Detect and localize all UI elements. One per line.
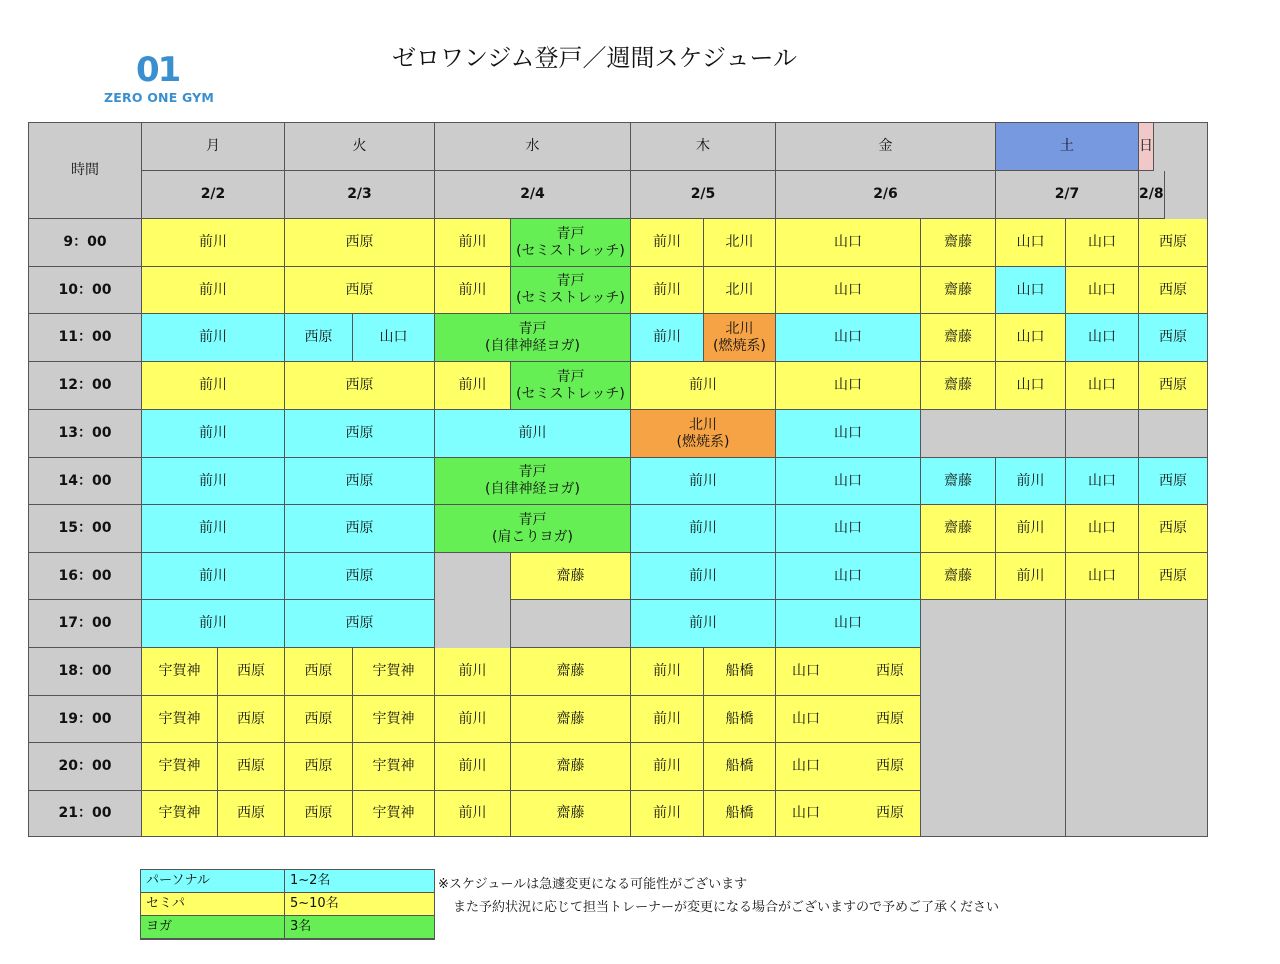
- session-cell: 西原: [285, 267, 435, 314]
- day-header: 月: [142, 123, 285, 171]
- session-cell: 前川: [631, 362, 776, 410]
- session-cell: 青戸 (セミストレッチ): [511, 362, 631, 410]
- session-cell: 山口: [996, 314, 1066, 362]
- session-cell: 西原: [285, 743, 353, 791]
- session-cell: 前川: [142, 505, 285, 553]
- session-cell: 山口: [776, 314, 921, 362]
- date-header: 2/3: [285, 171, 435, 219]
- session-cell: 青戸 (セミストレッチ): [511, 267, 631, 314]
- session-cell: 宇賀神: [142, 648, 218, 696]
- session-cell: 西原: [285, 219, 435, 267]
- session-cell: 前川: [142, 553, 285, 600]
- session-cell: 西原: [285, 314, 353, 362]
- logo-text: ZERO ONE GYM: [104, 90, 215, 105]
- time-label: 20：00: [29, 743, 142, 791]
- session-cell: 前川: [435, 696, 511, 743]
- day-header: 火: [285, 123, 435, 171]
- session-cell: 西原: [1139, 267, 1208, 314]
- session-cell: 山口: [996, 219, 1066, 267]
- session-cell: 前川: [435, 743, 511, 791]
- session-cell: 山口: [1066, 505, 1139, 553]
- session-cell: 前川: [142, 314, 285, 362]
- session-cell: 北川: [704, 267, 776, 314]
- session-cell: 齋藤: [921, 505, 996, 553]
- session-cell: 宇賀神: [353, 696, 435, 743]
- session-cell: 青戸 (自律神経ヨガ): [435, 458, 631, 505]
- session-cell: 山口: [776, 553, 921, 600]
- session-cell: 宇賀神: [353, 791, 435, 837]
- session-cell: 山口 西原: [776, 791, 921, 837]
- session-cell: 山口: [776, 505, 921, 553]
- session-cell: 西原: [1139, 458, 1208, 505]
- session-cell: 前川: [435, 362, 511, 410]
- session-cell: 前川: [631, 696, 704, 743]
- time-label: 13：00: [29, 410, 142, 458]
- page-title: ゼロワンジム登戸／週間スケジュール: [392, 44, 797, 72]
- session-cell: 前川: [631, 648, 704, 696]
- session-cell: 前川: [142, 458, 285, 505]
- day-header: 土: [996, 123, 1139, 171]
- session-cell: 西原: [218, 648, 285, 696]
- schedule-notice: ※スケジュールは急遽変更になる可能性がございます: [438, 877, 748, 892]
- session-cell: 青戸 (肩こりヨガ): [435, 505, 631, 553]
- session-cell: 西原: [218, 743, 285, 791]
- session-cell: 前川: [631, 314, 704, 362]
- session-cell: 船橋: [704, 743, 776, 791]
- session-cell: 前川: [996, 553, 1066, 600]
- session-cell: 西原: [285, 553, 435, 600]
- session-cell: 宇賀神: [353, 648, 435, 696]
- legend-type: ヨガ: [141, 916, 285, 939]
- time-label: 21：00: [29, 791, 142, 837]
- session-cell: 齋藤: [511, 648, 631, 696]
- session-cell: 前川: [142, 362, 285, 410]
- session-cell: 前川: [142, 219, 285, 267]
- session-cell: 西原: [285, 505, 435, 553]
- day-header: 水: [435, 123, 631, 171]
- legend-type: パーソナル: [141, 870, 285, 893]
- session-cell: 齋藤: [511, 696, 631, 743]
- session-cell: 前川: [435, 267, 511, 314]
- session-cell: 前川: [631, 267, 704, 314]
- session-cell: 船橋: [704, 696, 776, 743]
- session-cell: 宇賀神: [142, 791, 218, 837]
- session-cell: 青戸 (自律神経ヨガ): [435, 314, 631, 362]
- session-cell: 齋藤: [511, 791, 631, 837]
- session-cell: 山口: [776, 267, 921, 314]
- empty-slot: [511, 600, 631, 648]
- session-cell: 山口: [1066, 267, 1139, 314]
- empty-slot: [1066, 600, 1208, 837]
- session-cell: 北川 (燃焼系): [631, 410, 776, 458]
- session-cell: 前川: [631, 219, 704, 267]
- day-header: 日: [1139, 123, 1154, 171]
- session-cell: 西原: [285, 648, 353, 696]
- session-cell: 齋藤: [921, 553, 996, 600]
- session-cell: 山口: [353, 314, 435, 362]
- time-label: 9：00: [29, 219, 142, 267]
- session-cell: 前川: [631, 458, 776, 505]
- session-cell: 西原: [285, 410, 435, 458]
- session-cell: 齋藤: [921, 314, 996, 362]
- session-cell: 山口: [776, 362, 921, 410]
- session-cell: 西原: [1139, 362, 1208, 410]
- session-cell: 西原: [285, 362, 435, 410]
- legend-count: 1~2名: [285, 870, 435, 893]
- session-cell: 齋藤: [921, 267, 996, 314]
- session-cell: 西原: [1139, 505, 1208, 553]
- session-cell: 西原: [1139, 219, 1208, 267]
- session-cell: 前川: [631, 553, 776, 600]
- legend-type: セミパ: [141, 893, 285, 916]
- session-cell: 前川: [435, 219, 511, 267]
- session-cell: 前川: [631, 505, 776, 553]
- empty-slot: [435, 553, 511, 648]
- date-header: 2/6: [776, 171, 996, 219]
- session-cell: 山口: [996, 362, 1066, 410]
- session-cell: 山口: [1066, 553, 1139, 600]
- date-header: 2/4: [435, 171, 631, 219]
- session-cell: 前川: [631, 791, 704, 837]
- session-cell: 前川: [435, 791, 511, 837]
- date-header: 2/8: [1139, 171, 1165, 219]
- legend-count: 3名: [285, 916, 435, 939]
- time-label: 11：00: [29, 314, 142, 362]
- session-cell: 齋藤: [921, 458, 996, 505]
- session-cell: 山口: [776, 600, 921, 648]
- session-cell: 齋藤: [921, 219, 996, 267]
- session-cell: 齋藤: [511, 743, 631, 791]
- session-cell: 西原: [1139, 314, 1208, 362]
- time-label: 12：00: [29, 362, 142, 410]
- time-column-header: 時間: [29, 123, 142, 219]
- session-cell: 前川: [631, 743, 704, 791]
- time-label: 17：00: [29, 600, 142, 648]
- session-cell: 船橋: [704, 791, 776, 837]
- session-cell: 前川: [631, 600, 776, 648]
- session-cell: 齋藤: [511, 553, 631, 600]
- session-cell: 西原: [285, 600, 435, 648]
- session-cell: 山口 西原: [776, 648, 921, 696]
- session-cell: 西原: [1139, 553, 1208, 600]
- empty-slot: [1139, 410, 1208, 458]
- session-cell: 前川: [435, 648, 511, 696]
- empty-slot: [921, 410, 1066, 458]
- legend-count: 5~10名: [285, 893, 435, 916]
- session-cell: 前川: [142, 267, 285, 314]
- session-cell: 山口: [996, 267, 1066, 314]
- session-cell: 前川: [142, 410, 285, 458]
- session-cell: 西原: [285, 696, 353, 743]
- time-label: 10：00: [29, 267, 142, 314]
- session-cell: 山口: [1066, 362, 1139, 410]
- time-label: 14：00: [29, 458, 142, 505]
- logo-mark: 01: [136, 50, 180, 90]
- time-label: 18：00: [29, 648, 142, 696]
- date-header: 2/7: [996, 171, 1139, 219]
- date-header: 2/2: [142, 171, 285, 219]
- session-cell: 山口 西原: [776, 696, 921, 743]
- session-cell: 西原: [285, 458, 435, 505]
- session-cell: 山口: [1066, 314, 1139, 362]
- session-cell: 山口: [776, 219, 921, 267]
- session-cell: 船橋: [704, 648, 776, 696]
- session-cell: 青戸 (セミストレッチ): [511, 219, 631, 267]
- session-cell: 宇賀神: [353, 743, 435, 791]
- session-cell: 西原: [218, 696, 285, 743]
- session-cell: 山口: [776, 410, 921, 458]
- session-cell: 前川: [996, 458, 1066, 505]
- date-header: 2/5: [631, 171, 776, 219]
- session-cell: 宇賀神: [142, 743, 218, 791]
- session-cell: 前川: [996, 505, 1066, 553]
- trainer-notice: また予約状況に応じて担当トレーナーが変更になる場合がございますので予めご了承ください: [453, 900, 1000, 915]
- session-cell: 西原: [285, 791, 353, 837]
- day-header: 金: [776, 123, 996, 171]
- session-cell: 山口: [1066, 219, 1139, 267]
- time-label: 16：00: [29, 553, 142, 600]
- session-cell: 前川: [142, 600, 285, 648]
- weekly-schedule-table: [28, 122, 1208, 837]
- session-cell: 西原: [218, 791, 285, 837]
- session-cell: 山口: [776, 458, 921, 505]
- session-cell: 北川 (燃焼系): [704, 314, 776, 362]
- session-cell: 北川: [704, 219, 776, 267]
- gym-logo: [104, 52, 224, 112]
- empty-slot: [921, 600, 1066, 837]
- session-cell: 前川: [435, 410, 631, 458]
- session-cell: 齋藤: [921, 362, 996, 410]
- time-label: 15：00: [29, 505, 142, 553]
- session-cell: 宇賀神: [142, 696, 218, 743]
- time-label: 19：00: [29, 696, 142, 743]
- session-cell: 山口 西原: [776, 743, 921, 791]
- day-header: 木: [631, 123, 776, 171]
- session-cell: 山口: [1066, 458, 1139, 505]
- legend-table: [140, 869, 435, 940]
- empty-slot: [1066, 410, 1139, 458]
